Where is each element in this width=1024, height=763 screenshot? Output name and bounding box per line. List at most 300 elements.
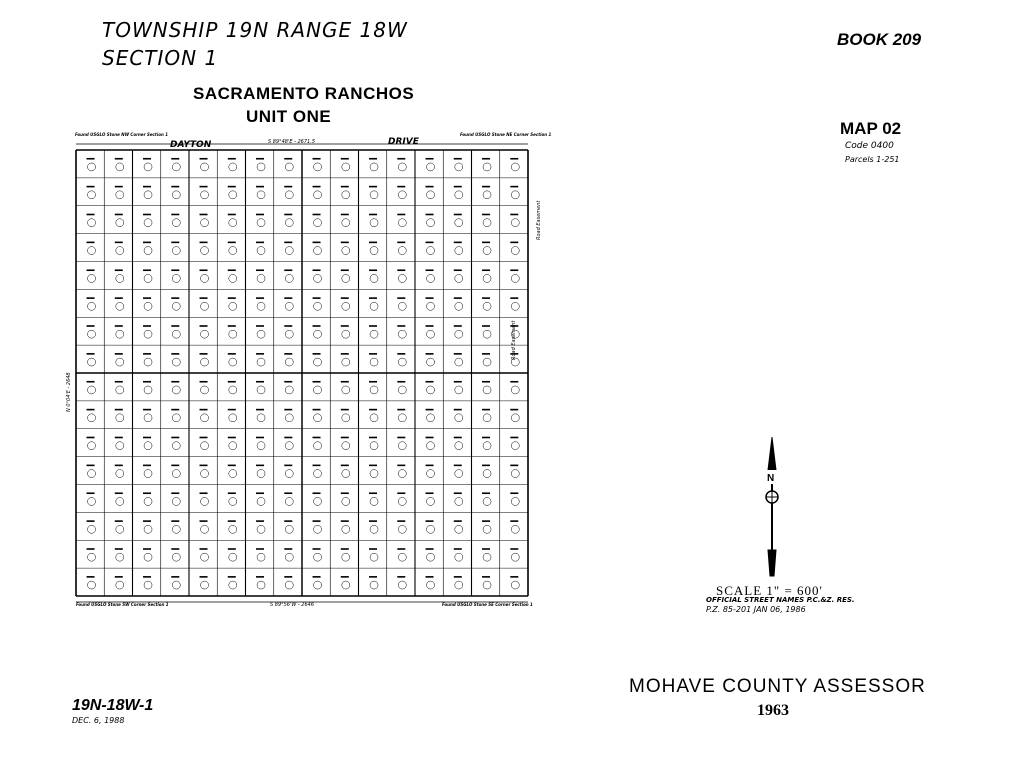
lot-number-mark bbox=[200, 437, 208, 439]
parcel-bubble bbox=[285, 163, 293, 171]
parcel-bubble bbox=[455, 274, 463, 282]
parcel-bubble bbox=[342, 470, 350, 478]
lot-number-mark bbox=[228, 214, 236, 216]
parcel-bubble bbox=[172, 470, 180, 478]
parcel-bubble bbox=[144, 470, 152, 478]
parcel-bubble bbox=[201, 386, 209, 394]
parcel-bubble bbox=[144, 330, 152, 338]
parcel-bubble bbox=[455, 553, 463, 561]
lot-number-mark bbox=[313, 269, 321, 271]
parcel-bubble bbox=[314, 191, 322, 199]
lot-number-mark bbox=[454, 214, 462, 216]
parcel-bubble bbox=[172, 442, 180, 450]
parcel-bubble bbox=[398, 247, 406, 255]
lot-number-mark bbox=[228, 548, 236, 550]
parcel-bubble bbox=[116, 386, 124, 394]
lot-number-mark bbox=[228, 492, 236, 494]
lot-number-mark bbox=[369, 242, 377, 244]
parcel-bubble bbox=[455, 442, 463, 450]
parcel-bubble bbox=[229, 247, 237, 255]
lot-number-mark bbox=[397, 325, 405, 327]
parcel-bubble bbox=[201, 470, 209, 478]
lot-number-mark bbox=[115, 158, 123, 160]
lot-number-mark bbox=[341, 548, 349, 550]
lot-number-mark bbox=[510, 214, 518, 216]
parcel-bubble bbox=[455, 247, 463, 255]
street-names-note: OFFICIAL STREET NAMES P.C.&Z. RES. bbox=[706, 596, 855, 604]
lot-number-mark bbox=[341, 242, 349, 244]
lot-number-mark bbox=[313, 214, 321, 216]
lot-number-mark bbox=[510, 158, 518, 160]
parcel-bubble bbox=[427, 247, 435, 255]
parcel-bubble bbox=[201, 247, 209, 255]
lot-number-mark bbox=[397, 548, 405, 550]
lot-number-mark bbox=[454, 158, 462, 160]
lot-number-mark bbox=[284, 409, 292, 411]
parcel-bubble bbox=[342, 274, 350, 282]
parcel-bubble bbox=[370, 386, 378, 394]
parcel-bubble bbox=[257, 330, 265, 338]
parcel-bubble bbox=[483, 302, 491, 310]
lot-number-mark bbox=[256, 409, 264, 411]
parcel-bubble bbox=[314, 497, 322, 505]
parcel-bubble bbox=[116, 219, 124, 227]
parcel-bubble bbox=[229, 302, 237, 310]
lot-number-mark bbox=[256, 186, 264, 188]
sw-corner-note: Found USGLO Stone SW Corner Section 1 bbox=[76, 602, 169, 607]
parcel-bubble bbox=[427, 470, 435, 478]
parcel-bubble bbox=[285, 553, 293, 561]
lot-number-mark bbox=[87, 269, 95, 271]
lot-number-mark bbox=[426, 576, 434, 578]
parcel-bubble bbox=[314, 219, 322, 227]
lot-number-mark bbox=[200, 214, 208, 216]
parcel-bubble bbox=[144, 274, 152, 282]
lot-number-mark bbox=[143, 576, 151, 578]
parcel-bubble bbox=[455, 191, 463, 199]
parcel-bubble bbox=[342, 191, 350, 199]
lot-number-mark bbox=[426, 437, 434, 439]
lot-number-mark bbox=[510, 297, 518, 299]
lot-number-mark bbox=[171, 186, 179, 188]
left-bearing: N 0°04'E - 2648 bbox=[66, 372, 72, 412]
parcel-bubble bbox=[398, 386, 406, 394]
parcel-bubble bbox=[370, 442, 378, 450]
lot-number-mark bbox=[284, 492, 292, 494]
parcel-bubble bbox=[455, 414, 463, 422]
parcel-bubble bbox=[314, 414, 322, 422]
lot-number-mark bbox=[510, 576, 518, 578]
lot-number-mark bbox=[228, 381, 236, 383]
lot-number-mark bbox=[256, 297, 264, 299]
lot-number-mark bbox=[341, 437, 349, 439]
lot-number-mark bbox=[341, 186, 349, 188]
nw-corner-note: Found USGLO Stone NW Corner Section 1 bbox=[75, 132, 168, 137]
lot-number-mark bbox=[510, 409, 518, 411]
parcel-bubble bbox=[201, 191, 209, 199]
lot-number-mark bbox=[115, 492, 123, 494]
lot-number-mark bbox=[510, 269, 518, 271]
lot-number-mark bbox=[397, 520, 405, 522]
parcel-bubble bbox=[88, 581, 96, 589]
section-title: SECTION 1 bbox=[102, 46, 219, 70]
parcel-bubble bbox=[285, 330, 293, 338]
parcel-bubble bbox=[116, 163, 124, 171]
parcel-bubble bbox=[229, 386, 237, 394]
parcel-bubble bbox=[342, 219, 350, 227]
lot-number-mark bbox=[482, 437, 490, 439]
parcel-bubble bbox=[455, 581, 463, 589]
lot-number-mark bbox=[256, 548, 264, 550]
parcel-bubble bbox=[342, 386, 350, 394]
parcel-bubble bbox=[483, 442, 491, 450]
parcel-bubble bbox=[201, 219, 209, 227]
parcel-bubble bbox=[285, 581, 293, 589]
lot-number-mark bbox=[171, 353, 179, 355]
parcel-bubble bbox=[398, 553, 406, 561]
lot-number-mark bbox=[200, 353, 208, 355]
parcel-bubble bbox=[172, 274, 180, 282]
parcel-bubble bbox=[398, 330, 406, 338]
parcel-bubble bbox=[88, 302, 96, 310]
lot-number-mark bbox=[454, 353, 462, 355]
lot-number-mark bbox=[313, 465, 321, 467]
lot-number-mark bbox=[143, 465, 151, 467]
lot-number-mark bbox=[284, 186, 292, 188]
map-date: DEC. 6, 1988 bbox=[72, 716, 125, 725]
lot-number-mark bbox=[228, 437, 236, 439]
lot-number-mark bbox=[143, 492, 151, 494]
parcel-bubble bbox=[116, 302, 124, 310]
parcel-bubble bbox=[257, 470, 265, 478]
lot-number-mark bbox=[397, 409, 405, 411]
parcel-bubble bbox=[229, 497, 237, 505]
lot-number-mark bbox=[171, 297, 179, 299]
parcel-bubble bbox=[285, 358, 293, 366]
lot-number-mark bbox=[171, 576, 179, 578]
parcel-bubble bbox=[483, 386, 491, 394]
lot-number-mark bbox=[284, 548, 292, 550]
parcel-bubble bbox=[144, 302, 152, 310]
lot-number-mark bbox=[115, 465, 123, 467]
lot-number-mark bbox=[115, 242, 123, 244]
lot-number-mark bbox=[482, 353, 490, 355]
lot-number-mark bbox=[482, 465, 490, 467]
parcel-bubble bbox=[483, 525, 491, 533]
lot-number-mark bbox=[313, 520, 321, 522]
parcel-bubble bbox=[257, 414, 265, 422]
lot-number-mark bbox=[200, 242, 208, 244]
parcel-bubble bbox=[483, 163, 491, 171]
north-label: N bbox=[767, 473, 775, 484]
parcel-bubble bbox=[398, 525, 406, 533]
lot-number-mark bbox=[228, 465, 236, 467]
parcel-bubble bbox=[116, 330, 124, 338]
parcel-bubble bbox=[172, 302, 180, 310]
lot-number-mark bbox=[510, 242, 518, 244]
parcel-bubble bbox=[342, 358, 350, 366]
parcel-bubble bbox=[511, 386, 519, 394]
parcel-bubble bbox=[172, 581, 180, 589]
parcel-bubble bbox=[370, 581, 378, 589]
parcel-bubble bbox=[483, 581, 491, 589]
parcel-bubble bbox=[229, 581, 237, 589]
parcel-bubble bbox=[398, 414, 406, 422]
lot-number-mark bbox=[369, 437, 377, 439]
lot-number-mark bbox=[200, 381, 208, 383]
parcel-bubble bbox=[144, 386, 152, 394]
lot-number-mark bbox=[426, 465, 434, 467]
parcel-bubble bbox=[172, 553, 180, 561]
lot-number-mark bbox=[426, 381, 434, 383]
parcel-bubble bbox=[427, 219, 435, 227]
parcel-bubble bbox=[172, 497, 180, 505]
parcel-bubble bbox=[88, 525, 96, 533]
lot-number-mark bbox=[369, 186, 377, 188]
lot-number-mark bbox=[482, 409, 490, 411]
parcel-bubble bbox=[285, 470, 293, 478]
lot-number-mark bbox=[200, 297, 208, 299]
lot-number-mark bbox=[200, 520, 208, 522]
assessor-year: 1963 bbox=[757, 702, 789, 719]
lot-number-mark bbox=[171, 437, 179, 439]
lot-number-mark bbox=[143, 186, 151, 188]
parcel-bubble bbox=[483, 358, 491, 366]
parcel-bubble bbox=[427, 442, 435, 450]
parcel-bubble bbox=[511, 302, 519, 310]
lot-number-mark bbox=[426, 548, 434, 550]
lot-number-mark bbox=[454, 186, 462, 188]
parcel-bubble bbox=[427, 414, 435, 422]
parcel-bubble bbox=[172, 414, 180, 422]
parcel-bubble bbox=[172, 219, 180, 227]
lot-number-mark bbox=[482, 548, 490, 550]
lot-number-mark bbox=[341, 465, 349, 467]
parcel-bubble bbox=[172, 191, 180, 199]
lot-number-mark bbox=[171, 325, 179, 327]
parcel-bubble bbox=[342, 302, 350, 310]
parcel-bubble bbox=[427, 497, 435, 505]
parcel-bubble bbox=[88, 414, 96, 422]
lot-number-mark bbox=[454, 576, 462, 578]
parcel-bubble bbox=[88, 442, 96, 450]
parcel-bubble bbox=[285, 525, 293, 533]
lot-number-mark bbox=[454, 409, 462, 411]
parcel-bubble bbox=[427, 191, 435, 199]
lot-number-mark bbox=[313, 158, 321, 160]
parcel-bubble bbox=[257, 163, 265, 171]
parcel-bubble bbox=[427, 581, 435, 589]
lot-number-mark bbox=[482, 520, 490, 522]
parcel-bubble bbox=[116, 525, 124, 533]
lot-number-mark bbox=[369, 297, 377, 299]
lot-number-mark bbox=[87, 520, 95, 522]
parcel-bubble bbox=[511, 274, 519, 282]
parcel-bubble bbox=[398, 358, 406, 366]
parcel-bubble bbox=[88, 219, 96, 227]
parcel-bubble bbox=[398, 470, 406, 478]
lot-number-mark bbox=[510, 548, 518, 550]
lot-number-mark bbox=[143, 409, 151, 411]
lot-number-mark bbox=[171, 269, 179, 271]
lot-number-mark bbox=[256, 465, 264, 467]
parcel-bubble bbox=[257, 191, 265, 199]
lot-number-mark bbox=[228, 158, 236, 160]
parcel-bubble bbox=[229, 330, 237, 338]
parcel-bubble bbox=[116, 497, 124, 505]
pz-resolution-date: P.Z. 85-201 JAN 06, 1986 bbox=[706, 605, 806, 614]
lot-number-mark bbox=[171, 214, 179, 216]
lot-number-mark bbox=[171, 381, 179, 383]
parcel-bubble bbox=[511, 247, 519, 255]
parcel-bubble bbox=[229, 274, 237, 282]
lot-number-mark bbox=[115, 520, 123, 522]
lot-number-mark bbox=[284, 297, 292, 299]
lot-number-mark bbox=[87, 492, 95, 494]
lot-number-mark bbox=[313, 297, 321, 299]
parcel-bubble bbox=[172, 386, 180, 394]
lot-number-mark bbox=[426, 353, 434, 355]
lot-number-mark bbox=[228, 325, 236, 327]
parcel-bubble bbox=[398, 219, 406, 227]
parcel-bubble bbox=[257, 581, 265, 589]
lot-number-mark bbox=[369, 465, 377, 467]
parcel-bubble bbox=[285, 274, 293, 282]
assessor-title: MOHAVE COUNTY ASSESSOR bbox=[629, 676, 926, 697]
parcel-bubble bbox=[511, 191, 519, 199]
lot-number-mark bbox=[87, 325, 95, 327]
lot-number-mark bbox=[426, 214, 434, 216]
parcel-bubble bbox=[370, 414, 378, 422]
lot-number-mark bbox=[482, 214, 490, 216]
lot-number-mark bbox=[115, 297, 123, 299]
parcel-bubble bbox=[455, 219, 463, 227]
lot-number-mark bbox=[510, 520, 518, 522]
lot-number-mark bbox=[341, 492, 349, 494]
lot-number-mark bbox=[256, 492, 264, 494]
lot-number-mark bbox=[482, 325, 490, 327]
lot-number-mark bbox=[200, 186, 208, 188]
bottom-bearing: S 89°56'W - 2646 bbox=[270, 602, 315, 608]
parcel-bubble bbox=[455, 525, 463, 533]
lot-number-mark bbox=[482, 269, 490, 271]
lot-number-mark bbox=[426, 297, 434, 299]
lot-number-mark bbox=[256, 437, 264, 439]
lot-number-mark bbox=[426, 492, 434, 494]
lot-number-mark bbox=[426, 325, 434, 327]
parcel-bubble bbox=[455, 386, 463, 394]
lot-number-mark bbox=[397, 242, 405, 244]
lot-number-mark bbox=[369, 409, 377, 411]
lot-number-mark bbox=[397, 214, 405, 216]
lot-number-mark bbox=[228, 520, 236, 522]
parcel-bubble bbox=[511, 414, 519, 422]
lot-number-mark bbox=[228, 186, 236, 188]
lot-number-mark bbox=[87, 409, 95, 411]
parcel-bubble bbox=[427, 330, 435, 338]
lot-number-mark bbox=[369, 158, 377, 160]
lot-number-mark bbox=[510, 186, 518, 188]
lot-number-mark bbox=[454, 437, 462, 439]
parcel-bubble bbox=[427, 553, 435, 561]
parcel-bubble bbox=[285, 191, 293, 199]
map-number: MAP 02 bbox=[840, 119, 902, 138]
lot-number-mark bbox=[426, 409, 434, 411]
lot-number-mark bbox=[284, 242, 292, 244]
right-road-label-2: Road Easement bbox=[536, 200, 542, 240]
parcel-bubble bbox=[257, 274, 265, 282]
parcel-bubble bbox=[398, 274, 406, 282]
parcel-bubble bbox=[257, 302, 265, 310]
lot-number-mark bbox=[143, 353, 151, 355]
lot-number-mark bbox=[510, 437, 518, 439]
parcel-bubble bbox=[88, 497, 96, 505]
parcel-bubble bbox=[455, 470, 463, 478]
parcel-bubble bbox=[511, 470, 519, 478]
lot-number-mark bbox=[200, 548, 208, 550]
parcel-bubble bbox=[483, 274, 491, 282]
parcel-range: Parcels 1-251 bbox=[845, 155, 900, 164]
lot-number-mark bbox=[397, 492, 405, 494]
parcel-bubble bbox=[314, 247, 322, 255]
lot-number-mark bbox=[256, 242, 264, 244]
parcel-bubble bbox=[370, 274, 378, 282]
parcel-bubble bbox=[342, 330, 350, 338]
parcel-bubble bbox=[427, 302, 435, 310]
parcel-bubble bbox=[144, 525, 152, 533]
lot-number-mark bbox=[397, 158, 405, 160]
parcel-bubble bbox=[483, 470, 491, 478]
lot-number-mark bbox=[397, 297, 405, 299]
parcel-bubble bbox=[285, 219, 293, 227]
parcel-bubble bbox=[511, 442, 519, 450]
se-corner-note: Found USGLO Stone SE Corner Section 1 bbox=[442, 602, 533, 607]
lot-number-mark bbox=[115, 353, 123, 355]
parcel-bubble bbox=[314, 163, 322, 171]
lot-number-mark bbox=[369, 576, 377, 578]
parcel-bubble bbox=[144, 581, 152, 589]
parcel-bubble bbox=[455, 330, 463, 338]
lot-number-mark bbox=[256, 325, 264, 327]
parcel-bubble bbox=[398, 191, 406, 199]
lot-number-mark bbox=[228, 242, 236, 244]
lot-number-mark bbox=[256, 381, 264, 383]
parcel-bubble bbox=[342, 442, 350, 450]
lot-number-mark bbox=[397, 269, 405, 271]
lot-number-mark bbox=[313, 325, 321, 327]
top-bearing: S 89°48'E - 2671.5 bbox=[268, 139, 315, 145]
lot-number-mark bbox=[284, 158, 292, 160]
lot-number-mark bbox=[115, 409, 123, 411]
parcel-bubble bbox=[229, 219, 237, 227]
lot-number-mark bbox=[284, 325, 292, 327]
parcel-bubble bbox=[314, 525, 322, 533]
lot-number-mark bbox=[171, 242, 179, 244]
lot-number-mark bbox=[341, 381, 349, 383]
lot-number-mark bbox=[143, 548, 151, 550]
parcel-bubble bbox=[88, 163, 96, 171]
parcel-bubble bbox=[257, 358, 265, 366]
lot-number-mark bbox=[284, 465, 292, 467]
lot-number-mark bbox=[369, 353, 377, 355]
top-road-label-2: DRIVE bbox=[388, 137, 419, 147]
parcel-bubble bbox=[455, 302, 463, 310]
parcel-bubble bbox=[314, 274, 322, 282]
lot-number-mark bbox=[256, 214, 264, 216]
subdivision-title: SACRAMENTO RANCHOS bbox=[193, 84, 415, 103]
lot-number-mark bbox=[143, 381, 151, 383]
parcel-bubble bbox=[370, 330, 378, 338]
